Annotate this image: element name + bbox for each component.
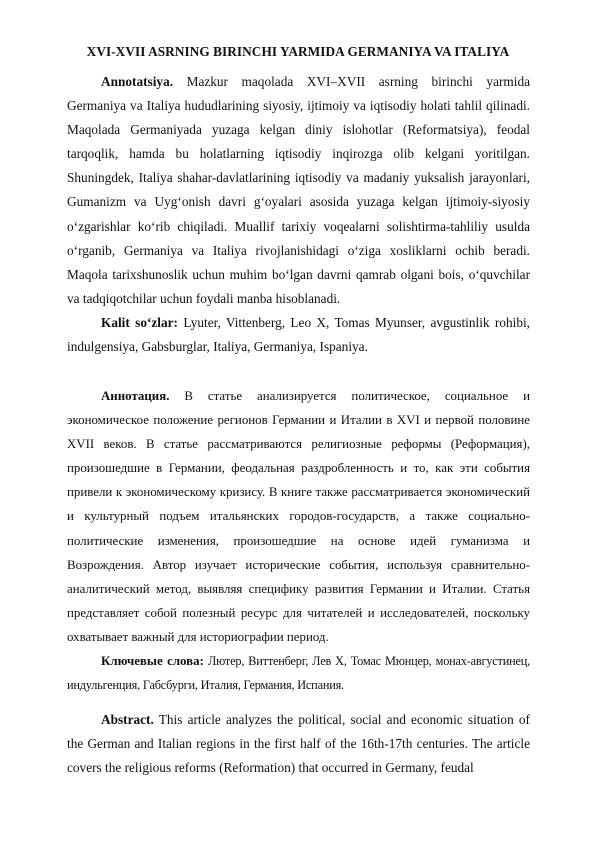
uzbek-abstract-text: Mazkur maqolada XVI–XVII asrning birinchi yarmida Germaniya va Italiya hududlarining siyosiy, ijtimoiy va iqtisodiy holati tahlil qilinadi. Maqolada Germaniyada yuzaga kelgan diniy islohotlar (Reformatsiya), feodal tarqoqlik, hamda bu holatlarning iqtisodiy inqirozga olib kelgani yoritilgan. Shuningdek, Italiya shahar-davlatlarining iqtisodiy va madaniy yuksalish jarayonlari, Gumanizm va Uyg‘onish davri g‘oyalari asosida yuzaga kelgan ijtimoiy-siyosiy o‘zgarishlar ko‘rib chiqiladi. Muallif tarixiy voqealarni solishtirma-tahliliy usulda o‘rganib, Germaniya va Italiya rivojlanishidagi o‘ziga xosliklarni ochib beradi. Maqola tarixshunoslik uchun muhim bo‘lgan davrni qamrab olgani bois, o‘quvchilar va tadqiqotchilar uchun foydali manba hisoblanadi.: [67, 74, 530, 306]
english-abstract: [67, 708, 530, 780]
russian-abstract-section: [67, 384, 530, 697]
russian-keywords-label: Ключевые слова:: [101, 654, 204, 669]
russian-keywords-text: Лютер, Виттенберг, Лев X, Томас Мюнцер, монах-августинец, индульгенция, Габсбурги, Италия, Германия, Испания.: [67, 654, 530, 693]
uzbek-keywords-text: Lyuter, Vittenberg, Leo X, Tomas Myunser, avgustinlik rohibi, indulgensiya, Gabsburglar, Italiya, Germaniya, Ispaniya.: [67, 314, 530, 355]
russian-abstract-label: Аннотация.: [101, 389, 170, 403]
article-title: XVI-XVII ASRNING BIRINCHI YARMIDA GERMANIYA VA ITALIYA: [86, 44, 510, 59]
english-abstract-label: Abstract.: [101, 712, 154, 727]
russian-abstract-text: В статье анализируется политическое, социальное и экономическое положение регионов Германии и Италии в XVI и первой половине XVII веков. В статье рассматриваются религиозные реформы (Реформация), произошедшие в Германии, феодальная раздробленность и то, как эти события привели к экономическому кризису. В книге также рассматривается экономический и культурный подъем итальянских городов-государств, а также социально-политические изменения, произошедшие на основе идей гуманизма и Возрождения. Автор изучает исторические события, используя сравнительно-аналитический метод, выявляя специфику развития Германии и Италии. Статья представляет собой полезный ресурс для читателей и исследователей, поскольку охватывает важный для историографии период.: [67, 389, 530, 644]
uzbek-abstract: [67, 70, 530, 311]
english-abstract-text: This article analyzes the political, social and economic situation of the German and Italian regions in the first half of the 16th-17th centuries. The article covers the religious reforms (Reformation) that occurred in Germany, feudal: [67, 712, 530, 776]
english-abstract-section: [67, 708, 530, 780]
uzbek-abstract-label: Annotatsiya.: [101, 74, 174, 89]
uzbek-keywords: [67, 311, 530, 359]
uzbek-keywords-label: Kalit so‘zlar:: [101, 314, 178, 330]
russian-keywords: [67, 649, 530, 697]
uzbek-abstract-section: [67, 70, 530, 359]
russian-abstract: [67, 384, 530, 649]
